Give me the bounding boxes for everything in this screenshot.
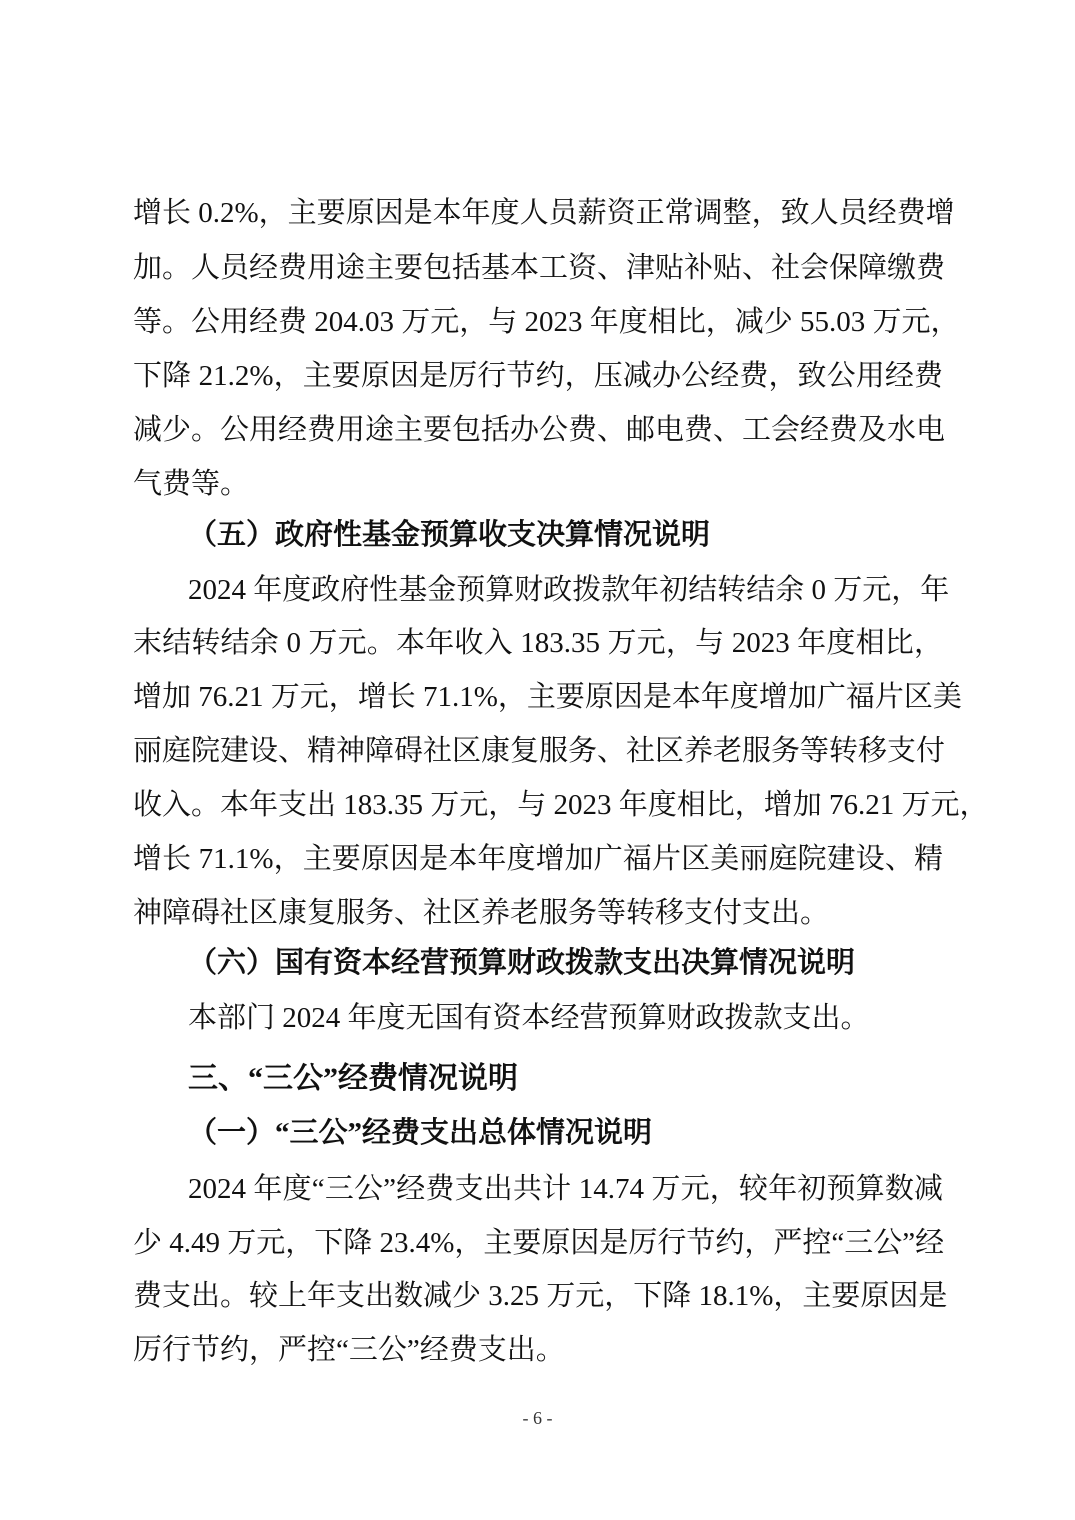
text-line: 丽庭院建设、精神障碍社区康复服务、社区养老服务等转移支付	[133, 735, 946, 767]
text-line: 增长 0.2%，主要原因是本年度人员薪资正常调整，致人员经费增	[133, 197, 955, 229]
text-line: 2024 年度“三公”经费支出共计 14.74 万元，较年初预算数减	[188, 1173, 943, 1205]
text-line: 减少。公用经费用途主要包括办公费、邮电费、工会经费及水电	[133, 414, 946, 446]
page-number: - 6 -	[522, 1408, 553, 1428]
text-line: 厉行节约，严控“三公”经费支出。	[133, 1334, 565, 1366]
section-heading-three-public-overall: （一）“三公”经费支出总体情况说明	[188, 1117, 653, 1149]
text-line: 增长 71.1%，主要原因是本年度增加广福片区美丽庭院建设、精	[133, 843, 943, 875]
section-heading-state-capital: （六）国有资本经营预算财政拨款支出决算情况说明	[188, 947, 856, 979]
chapter-heading-three-public: 三、“三公”经费情况说明	[188, 1062, 518, 1095]
text-line: 2024 年度政府性基金预算财政拨款年初结转结余 0 万元，年	[188, 574, 950, 606]
text-line: 等。公用经费 204.03 万元，与 2023 年度相比，减少 55.03 万元，	[133, 306, 960, 338]
text-line: 增加 76.21 万元，增长 71.1%，主要原因是本年度增加广福片区美	[133, 681, 962, 713]
text-line: 下降 21.2%，主要原因是厉行节约，压减办公经费，致公用经费	[133, 360, 943, 392]
text-line: 少 4.49 万元，下降 23.4%，主要原因是厉行节约，严控“三公”经	[133, 1227, 945, 1259]
text-line: 神障碍社区康复服务、社区养老服务等转移支付支出。	[133, 897, 830, 929]
text-line: 收入。本年支出 183.35 万元，与 2023 年度相比，增加 76.21 万元，	[133, 789, 989, 821]
text-line: 气费等。	[133, 468, 250, 500]
text-line: 费支出。较上年支出数减少 3.25 万元，下降 18.1%，主要原因是	[133, 1280, 948, 1312]
paragraph-state-capital: 本部门 2024 年度无国有资本经营预算财政拨款支出。	[188, 1002, 870, 1034]
section-heading-government-fund: （五）政府性基金预算收支决算情况说明	[188, 519, 711, 551]
text-line: 加。人员经费用途主要包括基本工资、津贴补贴、社会保障缴费	[133, 252, 946, 284]
text-line: 末结转结余 0 万元。本年收入 183.35 万元，与 2023 年度相比，	[133, 627, 943, 659]
